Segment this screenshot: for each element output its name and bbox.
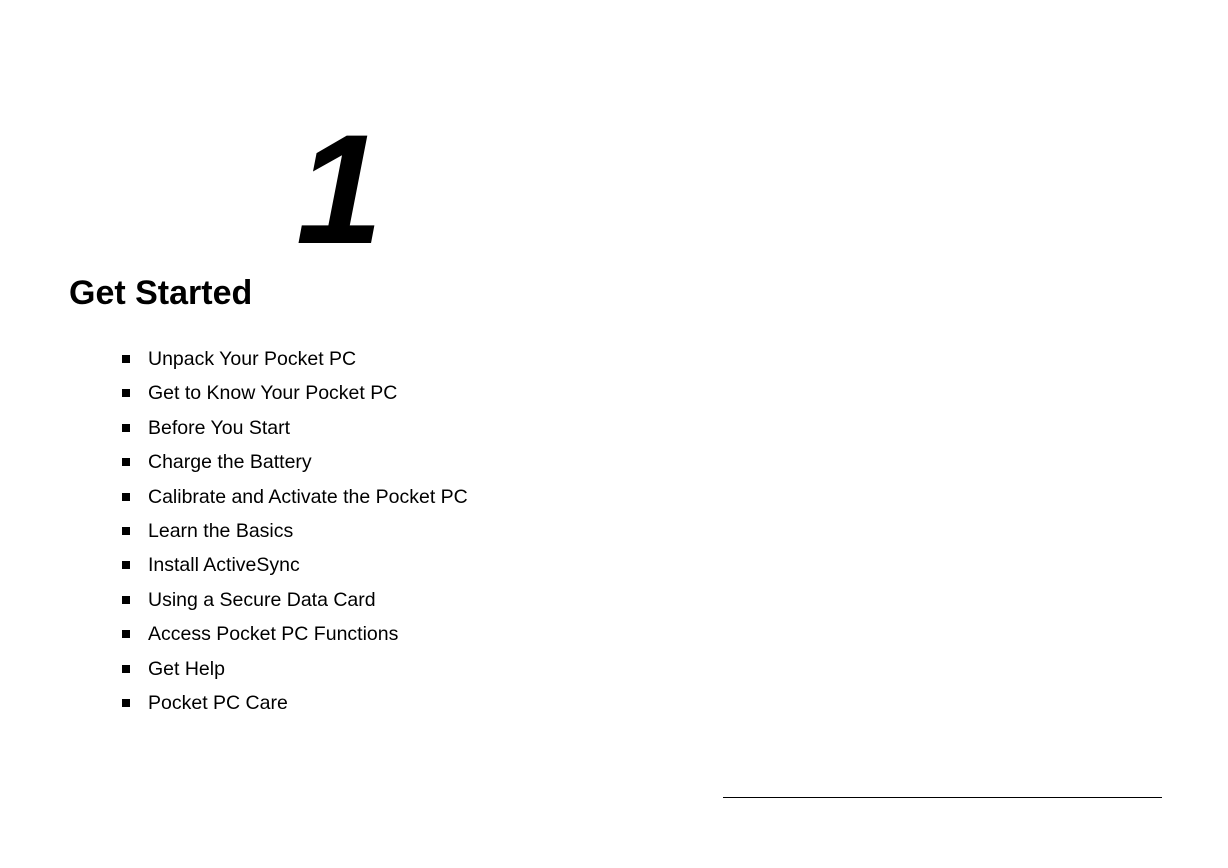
topic-label: Using a Secure Data Card (148, 588, 376, 611)
topic-label: Get to Know Your Pocket PC (148, 382, 398, 405)
list-item (122, 585, 468, 619)
square-bullet-icon (122, 561, 130, 569)
topic-label: Learn the Basics (148, 519, 294, 542)
square-bullet-icon (122, 424, 130, 432)
topic-label: Charge the Battery (148, 451, 312, 474)
square-bullet-icon (122, 527, 130, 535)
square-bullet-icon (122, 355, 130, 363)
list-item (122, 550, 468, 584)
chapter-title: Get Started (69, 274, 253, 312)
list-item (122, 344, 468, 378)
topic-label: Access Pocket PC Functions (148, 623, 399, 646)
list-item (122, 516, 468, 550)
square-bullet-icon (122, 665, 130, 673)
topic-label: Unpack Your Pocket PC (148, 348, 357, 370)
list-item (122, 654, 468, 688)
topic-label: Install ActiveSync (148, 554, 300, 577)
topic-label: Pocket PC Care (148, 691, 288, 714)
topic-list (122, 344, 468, 722)
topic-label: Calibrate and Activate the Pocket PC (148, 485, 468, 508)
square-bullet-icon (122, 458, 130, 466)
square-bullet-icon (122, 596, 130, 604)
list-item (122, 482, 468, 516)
list-item (122, 447, 468, 481)
list-item (122, 378, 468, 412)
list-item (122, 413, 468, 447)
list-item (122, 688, 468, 722)
square-bullet-icon (122, 630, 130, 638)
list-item (122, 619, 468, 653)
square-bullet-icon (122, 699, 130, 707)
footer-divider (723, 797, 1162, 798)
topic-label: Get Help (148, 657, 225, 680)
square-bullet-icon (122, 493, 130, 501)
chapter-number: 1 (296, 103, 379, 277)
square-bullet-icon (122, 389, 130, 397)
topic-label: Before You Start (148, 416, 291, 439)
